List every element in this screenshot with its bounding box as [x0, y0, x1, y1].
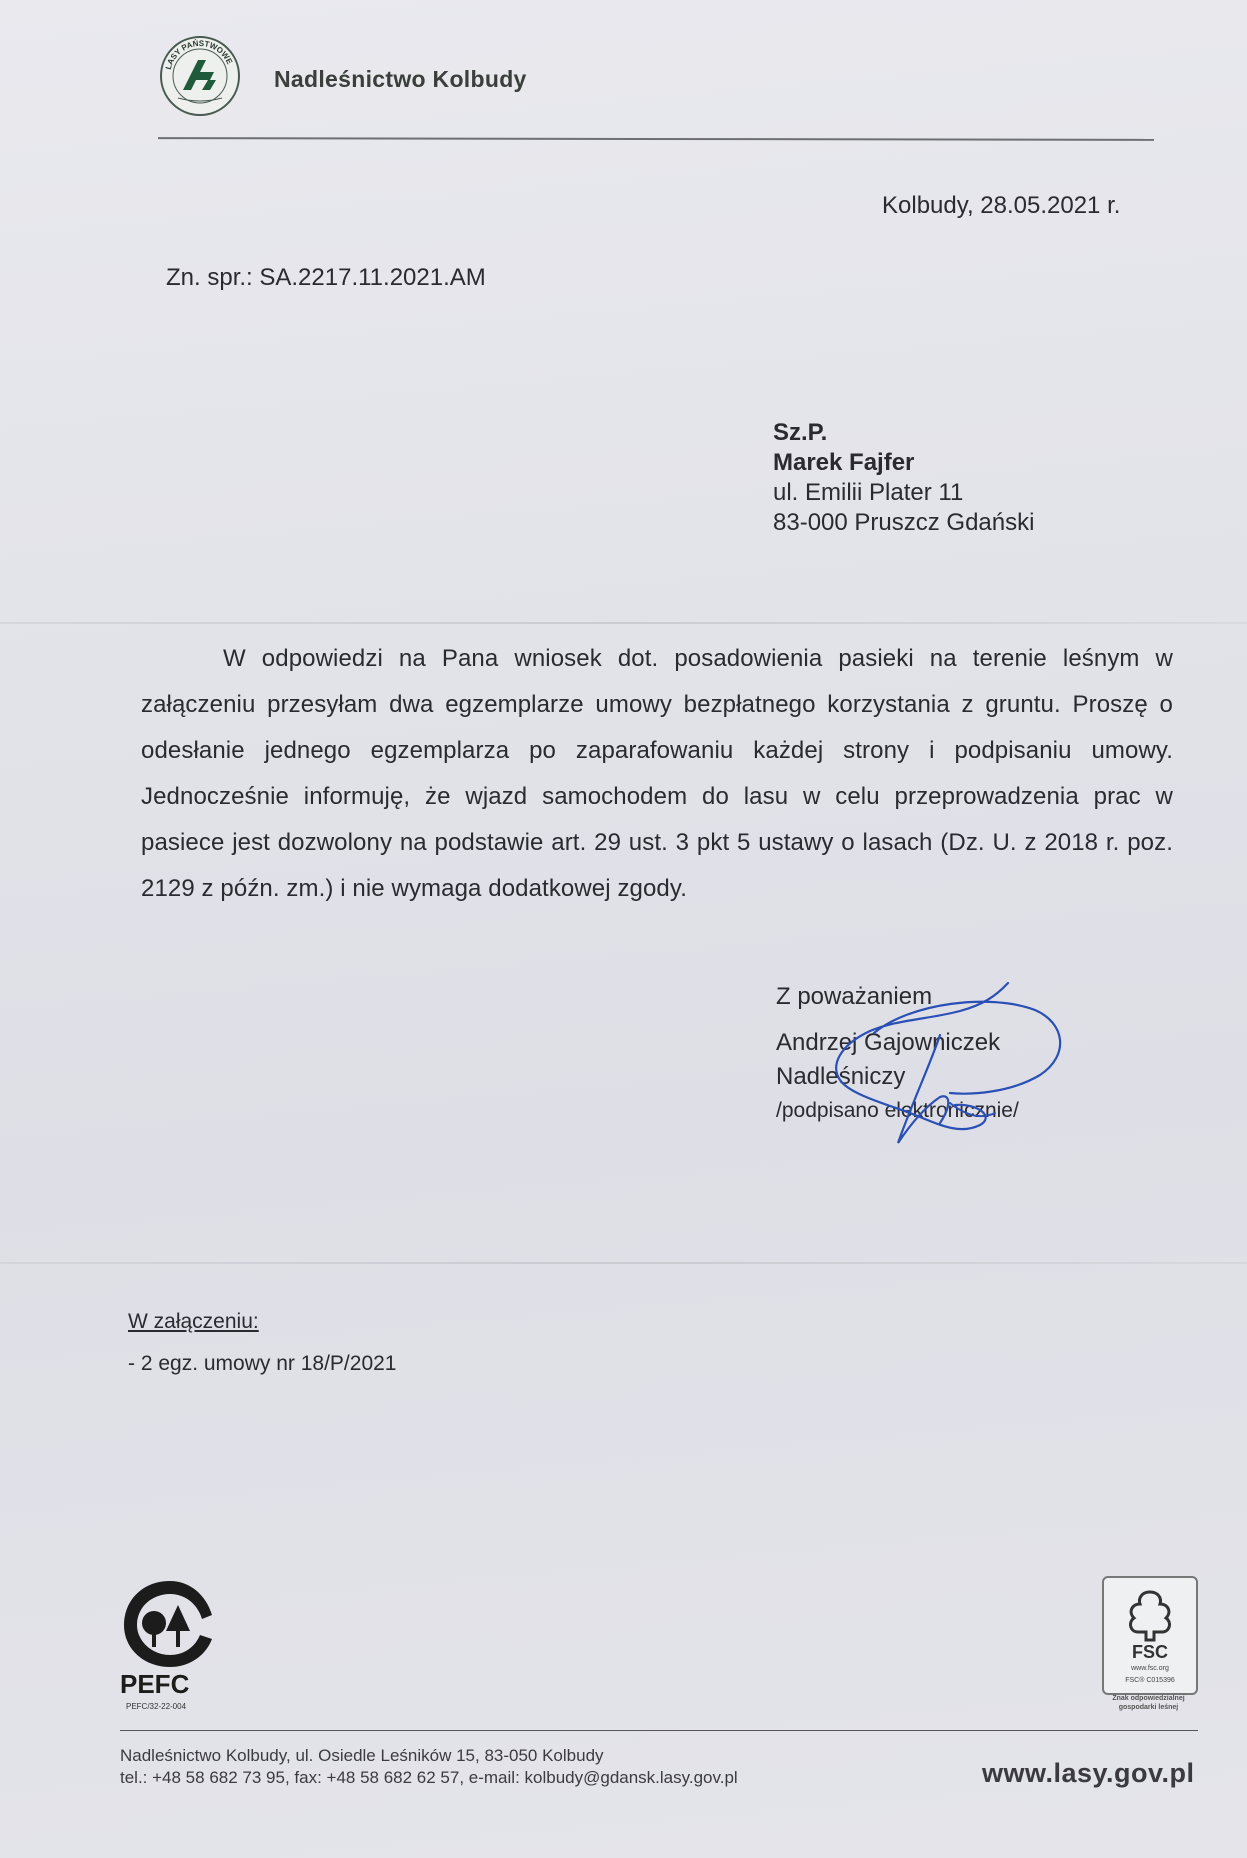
fsc-caption: Znak odpowiedzialnej gospodarki leśnej [1112, 1695, 1185, 1711]
fold-line [0, 622, 1247, 624]
website-link[interactable]: www.lasy.gov.pl [982, 1758, 1195, 1788]
svg-text:LASY PAŃSTWOWE: LASY PAŃSTWOWE [163, 38, 235, 71]
fold-line [0, 1262, 1247, 1264]
signer-title: Nadleśniczy [776, 1063, 906, 1090]
pefc-logo [120, 1575, 220, 1715]
footer-divider [120, 1730, 1198, 1731]
organization-name: Nadleśnictwo Kolbudy [274, 66, 527, 92]
recipient-city: 83-000 Pruszcz Gdański [773, 509, 1035, 536]
svg-text:PEFC/32-22-004: PEFC/32-22-004 [126, 1702, 187, 1711]
header-divider [158, 137, 1154, 141]
handwritten-signature [790, 975, 1075, 1155]
svg-text:FSC: FSC [1132, 1642, 1168, 1662]
footer-address: Nadleśnictwo Kolbudy, ul. Osiedle Leśników 15, 83-050 Kolbudy [120, 1746, 604, 1765]
recipient-name: Marek Fajfer [773, 449, 915, 476]
svg-text:www.fsc.org: www.fsc.org [1131, 1665, 1169, 1672]
recipient-street: ul. Emilii Plater 11 [773, 479, 964, 506]
closing-greeting: Z poważaniem [776, 983, 933, 1010]
footer-phone-email: tel.: +48 58 682 73 95, fax: +48 58 682 62 57, e-mail: kolbudy@gdansk.lasy.gov.pl [120, 1768, 738, 1787]
fsc-logo [1102, 1576, 1198, 1695]
recipient-address [773, 418, 1034, 538]
footer-contact [120, 1745, 738, 1789]
svg-text:PEFC: PEFC [120, 1669, 190, 1699]
signer-name: Andrzej Gajowniczek [776, 1029, 1001, 1056]
lasy-panstwowe-logo [158, 34, 242, 118]
recipient-salutation: Sz.P. [773, 419, 828, 446]
signature-note: /podpisano elektronicznie/ [776, 1099, 1019, 1122]
attachment-item: - 2 egz. umowy nr 18/P/2021 [128, 1352, 397, 1375]
attachments-label: W załączeniu: [128, 1310, 259, 1333]
place-date: Kolbudy, 28.05.2021 r. [882, 192, 1121, 219]
svg-text:FSC® C015396: FSC® C015396 [1125, 1677, 1175, 1684]
letter-body: W odpowiedzi na Pana wniosek dot. posadowienia pasieki na terenie leśnym w załączeniu przesyłam dwa egzemplarze umowy bezpłatnego korzystania z gruntu. Proszę o odesłanie jednego egzemplarza po zaparafowaniu każdej strony i podpisaniu umowy. Jednocześnie informuję, że wjazd samochodem do lasu w celu przeprowadzenia prac w pasiece jest dozwolony na podstawie art. 29 ust. 3 pkt 5 ustawy o lasach (Dz. U. z 2018 r. poz. 2129 z późn. zm.) i nie wymaga dodatkowej zgody. [141, 645, 1173, 902]
reference-number: Zn. spr.: SA.2217.11.2021.AM [166, 264, 486, 291]
